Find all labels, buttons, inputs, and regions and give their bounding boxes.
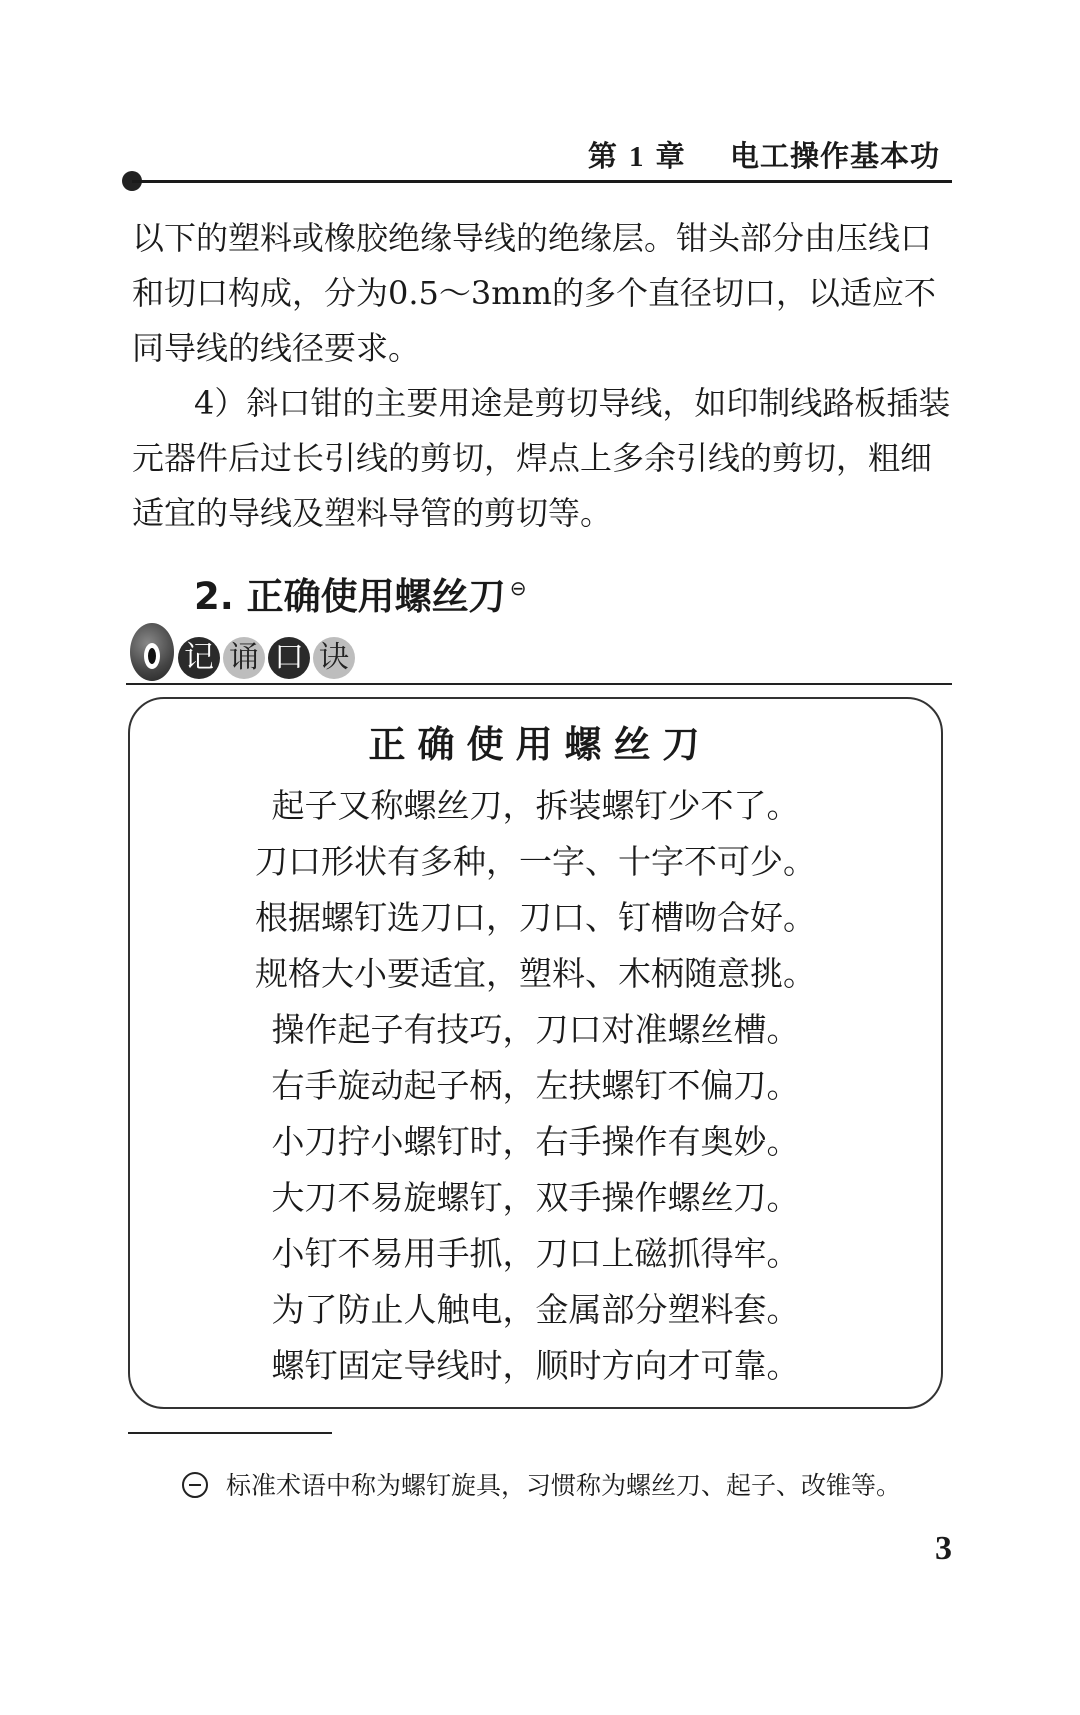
paragraph-text: 4）斜口钳的主要用途是剪切导线，如印制线路板插装元器件后过长引线的剪切，焊点上多余引线的剪切，粗细适宜的导线及塑料导管的剪切等。: [132, 384, 951, 532]
running-header: [588, 134, 940, 175]
banner-rule: [126, 683, 952, 685]
poem-line: 刀口形状有多种，一字、十字不可少。: [255, 842, 816, 881]
chapter-number: 1: [628, 141, 645, 173]
poem-line: 右手旋动起子柄，左扶螺钉不偏刀。: [271, 1066, 800, 1105]
poem-line: 螺钉固定导线时，顺时方向才可靠。: [271, 1346, 800, 1385]
mnemonic-banner: [126, 617, 956, 689]
chapter-prefix: 第: [587, 139, 618, 173]
banner-char-1: 记: [178, 637, 220, 679]
footnote: [182, 1466, 901, 1502]
page-number: 3: [935, 1530, 952, 1567]
poem-lines: [128, 778, 943, 1394]
section-title-text: 2. 正确使用螺丝刀: [194, 575, 506, 618]
poem-title: 正确使用螺丝刀: [368, 722, 712, 766]
banner-char-3: 口: [268, 637, 310, 679]
poem-line: 规格大小要适宜，塑料、木柄随意挑。: [255, 954, 816, 993]
chapter-title: 电工操作基本功: [729, 139, 940, 173]
poem-line: 大刀不易旋螺钉，双手操作螺丝刀。: [271, 1178, 800, 1217]
poem-line: 小钉不易用手抓，刀口上磁抓得牢。: [271, 1234, 800, 1273]
banner-char-2: 诵: [223, 637, 265, 679]
poem-line: 根据螺钉选刀口，刀口、钉槽吻合好。: [255, 898, 816, 937]
banner-char-4: 诀: [313, 637, 355, 679]
poem-line: 为了防止人触电，金属部分塑料套。: [271, 1290, 800, 1329]
footnote-rule: [128, 1432, 332, 1434]
reciting-face-icon: [130, 623, 174, 681]
section-heading: [194, 566, 526, 620]
paragraph-text: 以下的塑料或橡胶绝缘导线的绝缘层。钳头部分由压线口和切口构成，分为0.5～3mm的多个直径切口，以适应不同导线的线径要求。: [132, 219, 936, 367]
footnote-reference: ⊖: [509, 576, 527, 600]
body-paragraph-1: [132, 211, 952, 376]
footnote-marker-icon: [182, 1472, 208, 1498]
header-rule: [132, 180, 952, 183]
poem-line: 小刀拧小螺钉时，右手操作有奥妙。: [271, 1122, 800, 1161]
footnote-text: 标准术语中称为螺钉旋具，习惯称为螺丝刀、起子、改锥等。: [226, 1471, 902, 1500]
chapter-suffix: 章: [655, 139, 686, 173]
poem-line: 操作起子有技巧，刀口对准螺丝槽。: [271, 1010, 800, 1049]
poem-line: 起子又称螺丝刀，拆装螺钉少不了。: [271, 786, 800, 825]
body-paragraph-2: [132, 376, 952, 541]
